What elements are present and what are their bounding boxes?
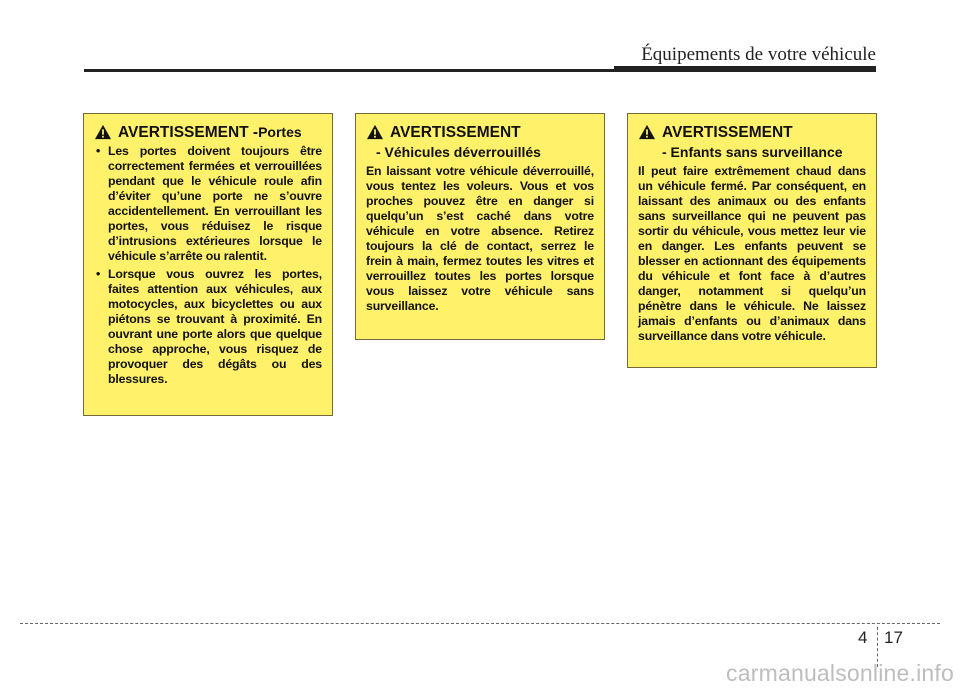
- warning-title: AVERTISSEMENT -: [118, 124, 259, 141]
- warning-box-unlocked-vehicles: [355, 113, 605, 340]
- warning-triangle-icon: [638, 124, 656, 140]
- chapter-number: 4: [858, 628, 868, 647]
- warning-text: Il peut faire extrêmement chaud dans un véhicule fermé. Par conséquent, en laissant des animaux ou des enfants sans surveillance qui ne peuvent pas sortir du véhicule, vous mettez leur vie en danger. Les enfants peuvent se blesser en actionnant des équipements du véhicule et font face à d’autres danger, notamment si quelqu’un pénètre dans le véhicule. Ne laissez jamais d’enfants ou d’animaux dans surveillance dans votre véhicule.: [638, 164, 866, 343]
- warning-bullet: • Les portes doivent toujours être correctement fermées et verrouillées pendant que le véhicule roule afin d’éviter qu’une porte ne s’ouvre accidentellement. En verrouillant les portes, vous réduisez le risque d’intrusions extérieures lorsque le véhicule s’arrête ou ralentit.: [94, 144, 322, 264]
- warning-box-title: [94, 124, 322, 141]
- page-number: 17: [884, 628, 903, 647]
- warning-title: AVERTISSEMENT: [390, 124, 521, 141]
- warning-box-title: [638, 124, 866, 141]
- page-header-title: Équipements de votre véhicule: [641, 44, 876, 65]
- warning-bullet-list: [94, 144, 322, 387]
- warning-title: AVERTISSEMENT: [662, 124, 793, 141]
- warning-triangle-icon: [366, 124, 384, 140]
- header-rule-accent: [614, 66, 876, 72]
- warning-box-title: [366, 124, 594, 141]
- warning-subtitle: - Véhicules déverrouillés: [376, 144, 541, 160]
- warning-box-unattended-children: [627, 113, 877, 368]
- watermark: carmanualsonline.info: [726, 660, 954, 686]
- warning-box-doors: [83, 113, 333, 416]
- warning-subtitle: Portes: [258, 124, 302, 140]
- warning-triangle-icon: [94, 124, 112, 140]
- warning-subtitle: - Enfants sans surveillance: [662, 144, 843, 160]
- footer-dashed-rule: [20, 623, 940, 624]
- warning-bullet: • Lorsque vous ouvrez les portes, faites attention aux véhicules, aux motocycles, aux bicyclettes ou aux piétons se trouvant à proximité. En ouvrant une porte alors que quelque chose approche, vous risquez de provoquer des dégâts ou des blessures.: [94, 267, 322, 387]
- warning-text: En laissant votre véhicule déverrouillé, vous tentez les voleurs. Vous et vos proches pouvez être en danger si quelqu’un s’est caché dans votre véhicule en votre absence. Retirez toujours la clé de contact, serrez le frein à main, fermez toutes les vitres et verrouillez toutes les portes lorsque vous laissez votre véhicule sans surveillance.: [366, 164, 594, 313]
